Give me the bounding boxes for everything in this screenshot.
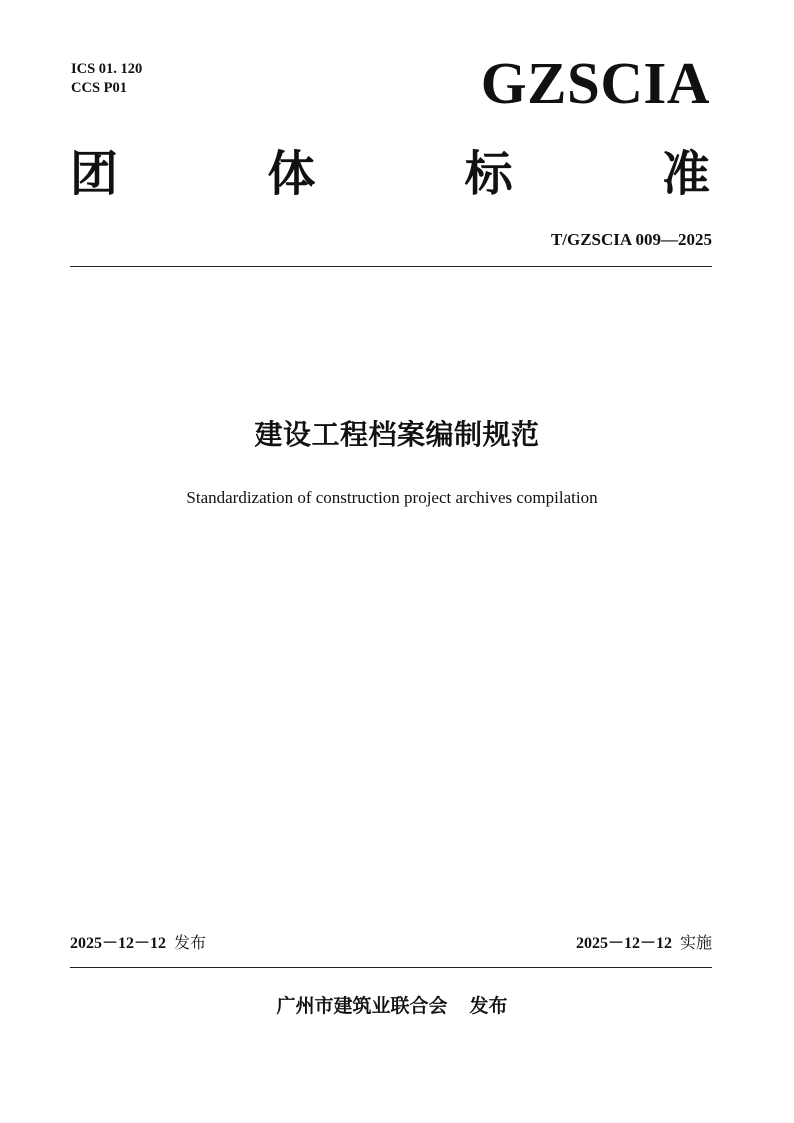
bottom-divider bbox=[70, 967, 712, 968]
implement-date bbox=[576, 932, 712, 955]
standard-type-heading bbox=[70, 142, 710, 206]
top-divider bbox=[70, 266, 712, 267]
standard-type-char: 团 bbox=[70, 146, 119, 202]
ics-code: ICS 01. 120 bbox=[71, 61, 143, 77]
publish-date-label: 发布 bbox=[174, 933, 207, 952]
document-title-chinese: 建设工程档案编制规范 bbox=[254, 418, 540, 451]
publish-date bbox=[70, 932, 206, 955]
publisher-label: 发布 bbox=[469, 995, 508, 1017]
org-logo: GZSCIA bbox=[480, 50, 710, 116]
implement-date-value: 2025－12－12 bbox=[575, 935, 672, 952]
publisher bbox=[0, 993, 784, 1019]
standard-type-char: 准 bbox=[661, 146, 710, 202]
publish-date-value: 2025－12－12 bbox=[70, 935, 167, 952]
standard-type-char: 体 bbox=[267, 146, 316, 202]
implement-date-label: 实施 bbox=[679, 933, 712, 952]
publisher-name: 广州市建筑业联合会 bbox=[276, 995, 448, 1017]
document-title-english: Standardization of construction project archives compilation bbox=[186, 488, 598, 507]
ccs-code: CCS P01 bbox=[71, 80, 127, 96]
standard-type-char: 标 bbox=[464, 146, 513, 202]
standard-number: T/GZSCIA 009—2025 bbox=[550, 230, 712, 249]
